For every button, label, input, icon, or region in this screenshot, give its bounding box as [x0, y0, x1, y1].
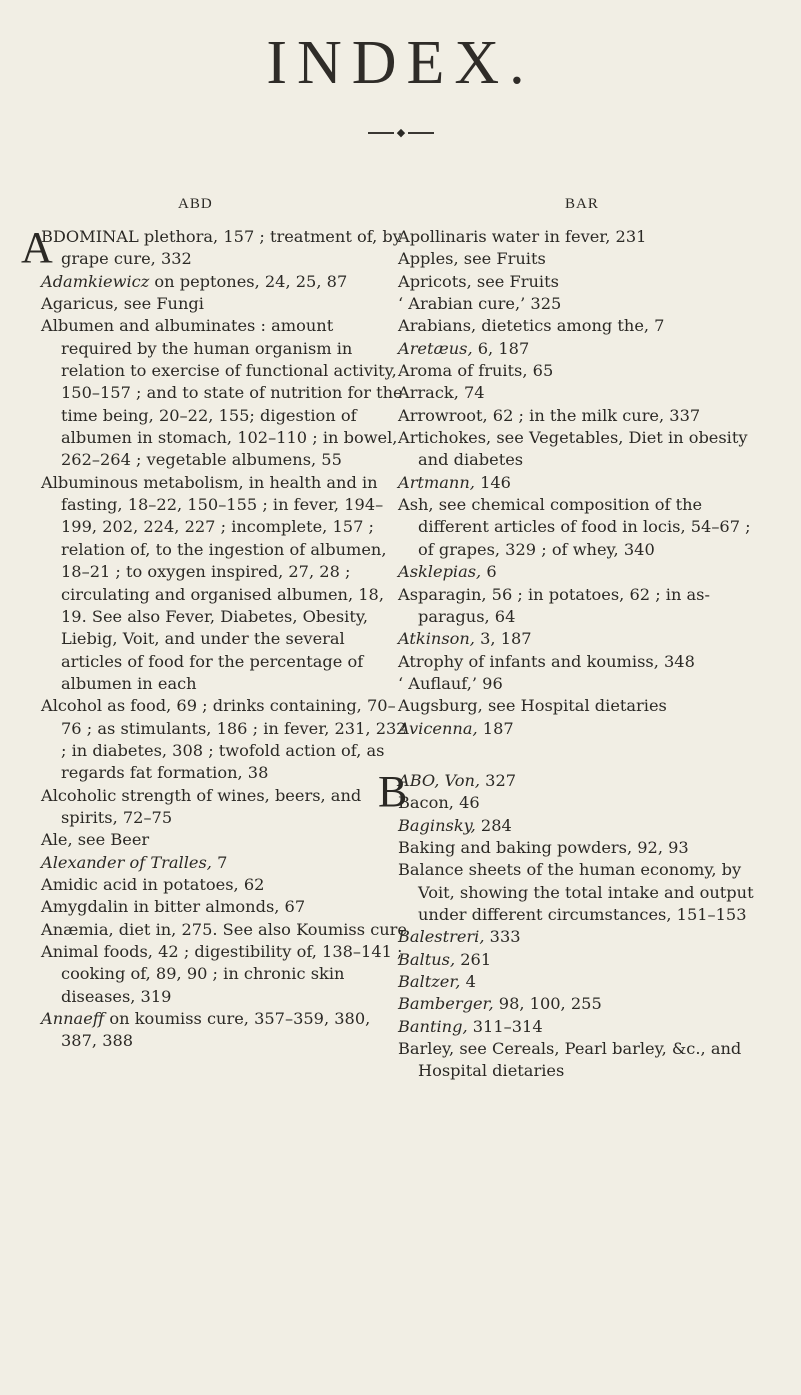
- index-entry: [41, 852, 407, 874]
- entry-term: ABO, Von,: [398, 770, 481, 790]
- ornament-rule-left: [368, 132, 394, 134]
- index-entry: [41, 271, 407, 293]
- entry-references: 46: [453, 793, 480, 813]
- entry-references: see Fruits: [471, 271, 559, 291]
- entry-term: Avicenna,: [398, 718, 478, 738]
- index-entry: [398, 472, 771, 494]
- entry-term: Atkinson,: [398, 629, 475, 649]
- index-entry: [398, 1038, 771, 1083]
- index-entry: [41, 919, 407, 941]
- index-entry: [398, 651, 771, 673]
- entry-references: 187: [477, 718, 514, 738]
- index-entry: [398, 993, 771, 1015]
- entry-term: Ash,: [398, 495, 434, 515]
- entry-term: Asparagin,: [398, 584, 487, 604]
- entry-term: Baltus,: [398, 949, 456, 969]
- entry-term: Bamberger,: [398, 994, 494, 1014]
- title-ornament: [368, 128, 434, 138]
- entry-term: Bacon,: [398, 793, 454, 813]
- index-entry: [398, 815, 771, 837]
- entry-references: strength of wines, beers, and spirits, 72–75: [61, 785, 362, 827]
- entry-term: Barley,: [398, 1039, 455, 1059]
- index-entry: [398, 293, 771, 315]
- entry-references: foods, 42 ; digestibility of, 138–141 ; cooking of, 89, 90 ; in chronic skin diseases, 319: [61, 942, 403, 1006]
- entry-references: 261: [455, 949, 492, 969]
- entry-references: acid in potatoes, 62: [97, 874, 265, 894]
- entry-references: 284: [475, 815, 512, 835]
- entry-references: see Hospital dietaries: [482, 696, 667, 716]
- page-title: INDEX.: [266, 29, 535, 97]
- entry-term: Balestreri,: [398, 927, 485, 947]
- index-entry: [398, 673, 771, 695]
- index-entry: [41, 1008, 407, 1053]
- entry-term: Baginsky,: [398, 815, 476, 835]
- entry-term: Asklepias,: [398, 562, 482, 582]
- entry-references: 6, 187: [472, 338, 530, 358]
- index-entry: [41, 695, 407, 784]
- index-entry: [398, 427, 771, 472]
- entry-references: water in fever, 231: [486, 227, 647, 246]
- entry-term: Arrack,: [398, 383, 459, 403]
- index-entry: [398, 338, 771, 360]
- entry-term: Artichokes,: [398, 428, 492, 448]
- index-entry: [41, 941, 407, 1008]
- index-entry: [398, 718, 771, 740]
- index-entry: [398, 949, 771, 971]
- entry-term: Alcohol: [41, 696, 103, 716]
- index-entry: [398, 248, 771, 270]
- index-entry: [41, 785, 407, 830]
- index-entry: [398, 315, 771, 337]
- entry-references: on koumiss cure, 357–359, 380, 387, 388: [61, 1009, 371, 1051]
- index-entry: [398, 926, 771, 948]
- entry-references: 333: [484, 927, 521, 947]
- entry-term: Aretæus,: [398, 338, 473, 358]
- index-entry: [398, 971, 771, 993]
- entry-term: Augsburg,: [398, 696, 483, 716]
- entry-references: see Fruits: [458, 249, 546, 269]
- entry-references: 6: [481, 562, 497, 582]
- entry-term: Albumen: [41, 316, 115, 336]
- entry-references: see Cereals, Pearl barley, &c., and Hospital dietaries: [418, 1039, 742, 1081]
- right-column-header: BAR: [565, 196, 599, 212]
- index-entry: [398, 494, 771, 561]
- entry-term: Albuminous: [41, 472, 139, 492]
- index-entry: [398, 628, 771, 650]
- index-entry: [398, 226, 771, 248]
- index-entry: [398, 271, 771, 293]
- entry-references: 7: [211, 852, 228, 872]
- index-entry: [398, 382, 771, 404]
- index-entry: [41, 315, 407, 471]
- entry-references: and albuminates : amount required by the human organism in relation to exercise of functional activity, 150–157 ; and to state of nutrition for the time being, 20–22, 155; digestion of albumen in stomach, 102–110 ; in bowel, 262–264 ; vegetable albumens, 55: [61, 316, 403, 470]
- entry-references: in bitter almonds, 67: [128, 897, 306, 917]
- entry-references: 146: [474, 472, 511, 492]
- entry-term: Apples,: [398, 249, 459, 269]
- entry-references: cure,’ 325: [473, 294, 562, 314]
- ornament-diamond-icon: ◆: [396, 126, 406, 139]
- index-entry: [398, 1016, 771, 1038]
- left-column: [21, 223, 407, 1053]
- entry-term: Aroma: [398, 361, 453, 381]
- right-column: [378, 226, 771, 1083]
- entry-references: 56 ; in potatoes, 62 ; in asparagus, 64: [418, 584, 710, 626]
- left-column-header: ABD: [178, 196, 213, 212]
- drop-capital: A: [21, 223, 53, 272]
- entry-term: Ale,: [41, 830, 73, 850]
- entry-references: of fruits, 65: [452, 361, 554, 381]
- drop-capital: B: [378, 766, 408, 816]
- entry-references: 327: [480, 770, 517, 790]
- section-gap: [398, 740, 771, 770]
- entry-term: ‘ Auflauf,’: [398, 673, 477, 693]
- entry-references: sheets of the human economy, by Voit, showing the total intake and output under different circumstances, 151–153: [418, 860, 754, 924]
- right-column-a-entries: [398, 226, 771, 740]
- entry-term: Balance: [398, 860, 464, 880]
- entry-term: Banting,: [398, 1016, 468, 1036]
- entry-term: Baking: [398, 837, 456, 857]
- entry-term: Annaeff: [41, 1009, 105, 1029]
- entry-term: Alcoholic: [41, 785, 117, 805]
- index-entry: [398, 859, 771, 926]
- entry-references: on peptones, 24, 25, 87: [149, 271, 348, 291]
- entry-references: see Fungi: [118, 294, 204, 314]
- index-entry: [398, 405, 771, 427]
- index-entry: [41, 293, 407, 315]
- entry-references: 3, 187: [474, 629, 532, 649]
- entry-references: plethora, 157 ; treatment of, by grape cure, 332: [61, 227, 402, 269]
- index-entry: [21, 223, 407, 272]
- entry-term: Agaricus,: [41, 294, 119, 314]
- entry-references: diet in, 275. See also Koumiss cure: [113, 919, 407, 939]
- entry-term: ‘ Arabian: [398, 294, 473, 314]
- index-entry: [398, 360, 771, 382]
- entry-references: 4: [460, 972, 476, 991]
- entry-references: 311–314: [467, 1016, 543, 1036]
- entry-references: and baking powders, 92, 93: [455, 837, 689, 857]
- entry-references: of infants and koumiss, 348: [463, 651, 695, 671]
- entry-term: Baltzer,: [398, 972, 461, 991]
- entry-term: Artmann,: [398, 472, 475, 492]
- entry-term: Atrophy: [398, 651, 464, 671]
- entry-term: Alexander of Tralles,: [41, 852, 212, 872]
- index-entry: [41, 896, 407, 918]
- index-entry: [398, 561, 771, 583]
- entry-references: 96: [477, 673, 503, 693]
- entry-term: Amygdalin: [41, 897, 129, 917]
- entry-term: Arrowroot,: [398, 405, 488, 425]
- index-entry: [398, 792, 771, 814]
- right-column-b-entries: [378, 766, 771, 1083]
- entry-references: dietetics among the, 7: [476, 316, 665, 336]
- entry-references: 98, 100, 255: [493, 994, 602, 1014]
- index-entry: [398, 695, 771, 717]
- entry-references: metabolism, in health and in fasting, 18–22, 150–155 ; in fever, 194–199, 202, 224, 227 ; incomplete, 157 ; relation of, to the ingestion of albumen, 18–21 ; to oxygen inspired, 27, 28 ; circulating and organised albumen, 18, 19. See also Fever, Diabetes, Obesity, Liebig, Voit, and under the several articles of food for the percentage of albumen in each: [61, 472, 387, 693]
- entry-term: Apollinaris: [398, 227, 487, 246]
- entry-term: Amidic: [41, 874, 98, 894]
- entry-term: Arabians,: [398, 316, 477, 336]
- entry-term: Apricots,: [398, 271, 472, 291]
- index-entry: [398, 584, 771, 629]
- index-entry: [398, 837, 771, 859]
- index-entry: [41, 472, 407, 695]
- entry-term: Anæmia,: [41, 919, 114, 939]
- entry-term: Animal: [41, 942, 99, 961]
- entry-references: 62 ; in the milk cure, 337: [487, 405, 701, 425]
- entry-references: see Beer: [72, 830, 150, 850]
- entry-references: see Vegetables, Diet in obesity and diabetes: [418, 428, 748, 470]
- ornament-rule-right: [408, 132, 434, 134]
- entry-term: Adamkiewicz: [41, 271, 150, 291]
- entry-term: BDOMINAL: [41, 227, 139, 246]
- entry-references: see chemical composition of the different articles of food in locis, 54–67 ; of grapes, 329 ; of whey, 340: [418, 495, 751, 559]
- entry-references: 74: [458, 383, 485, 403]
- index-entry: [41, 874, 407, 896]
- entry-references: as food, 69 ; drinks containing, 70–76 ; as stimulants, 186 ; in fever, 231, 232 ; in diabetes, 308 ; twofold action of, as regards fat formation, 38: [61, 696, 407, 783]
- index-entry: [41, 829, 407, 851]
